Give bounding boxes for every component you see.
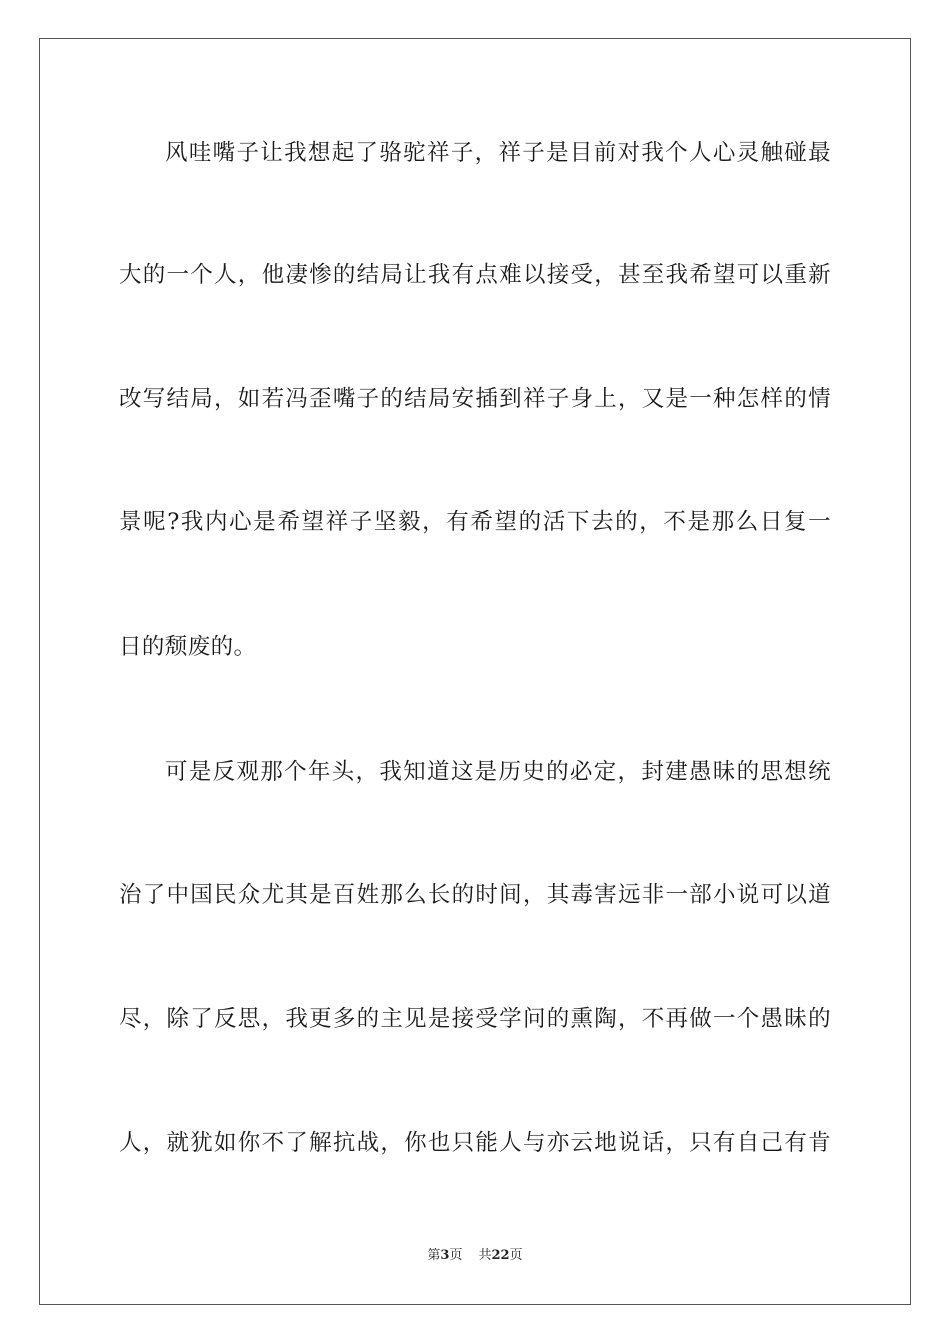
footer-page-suffix: 页 — [449, 1248, 463, 1263]
footer-total-prefix: 共 — [478, 1248, 492, 1263]
paragraph-1-line-2: 大的一个人，他凄惨的结局让我有点难以接受，甚至我希望可以重新 — [119, 262, 831, 288]
paragraph-2-line-2: 治了中国民众尤其是百姓那么长的时间，其毒害远非一部小说可以道 — [119, 882, 831, 908]
paragraph-1-line-3: 改写结局，如若冯歪嘴子的结局安插到祥子身上，又是一种怎样的情 — [119, 386, 831, 412]
paragraph-1-line-4: 景呢?我内心是希望祥子坚毅，有希望的活下去的，不是那么日复一 — [119, 509, 831, 535]
page-footer — [0, 1247, 950, 1265]
footer-total-pages: 22 — [491, 1248, 510, 1263]
paragraph-2-line-3: 尽，除了反思，我更多的主见是接受学问的熏陶，不再做一个愚昧的 — [119, 1006, 831, 1032]
paragraph-1-line-1: 风哇嘴子让我想起了骆驼祥子，祥子是目前对我个人心灵触碰最 — [165, 140, 831, 166]
footer-page-prefix: 第 — [427, 1248, 441, 1263]
footer-page-number: 3 — [440, 1248, 450, 1263]
page-border — [39, 38, 911, 1305]
paragraph-1-line-5: 日的颓废的。 — [119, 634, 257, 660]
footer-total-suffix: 页 — [509, 1248, 523, 1263]
paragraph-2-line-1: 可是反观那个年头，我知道这是历史的必定，封建愚昧的思想统 — [165, 759, 831, 785]
paragraph-2-line-4: 人，就犹如你不了解抗战，你也只能人与亦云地说话，只有自己有肯 — [119, 1130, 831, 1156]
